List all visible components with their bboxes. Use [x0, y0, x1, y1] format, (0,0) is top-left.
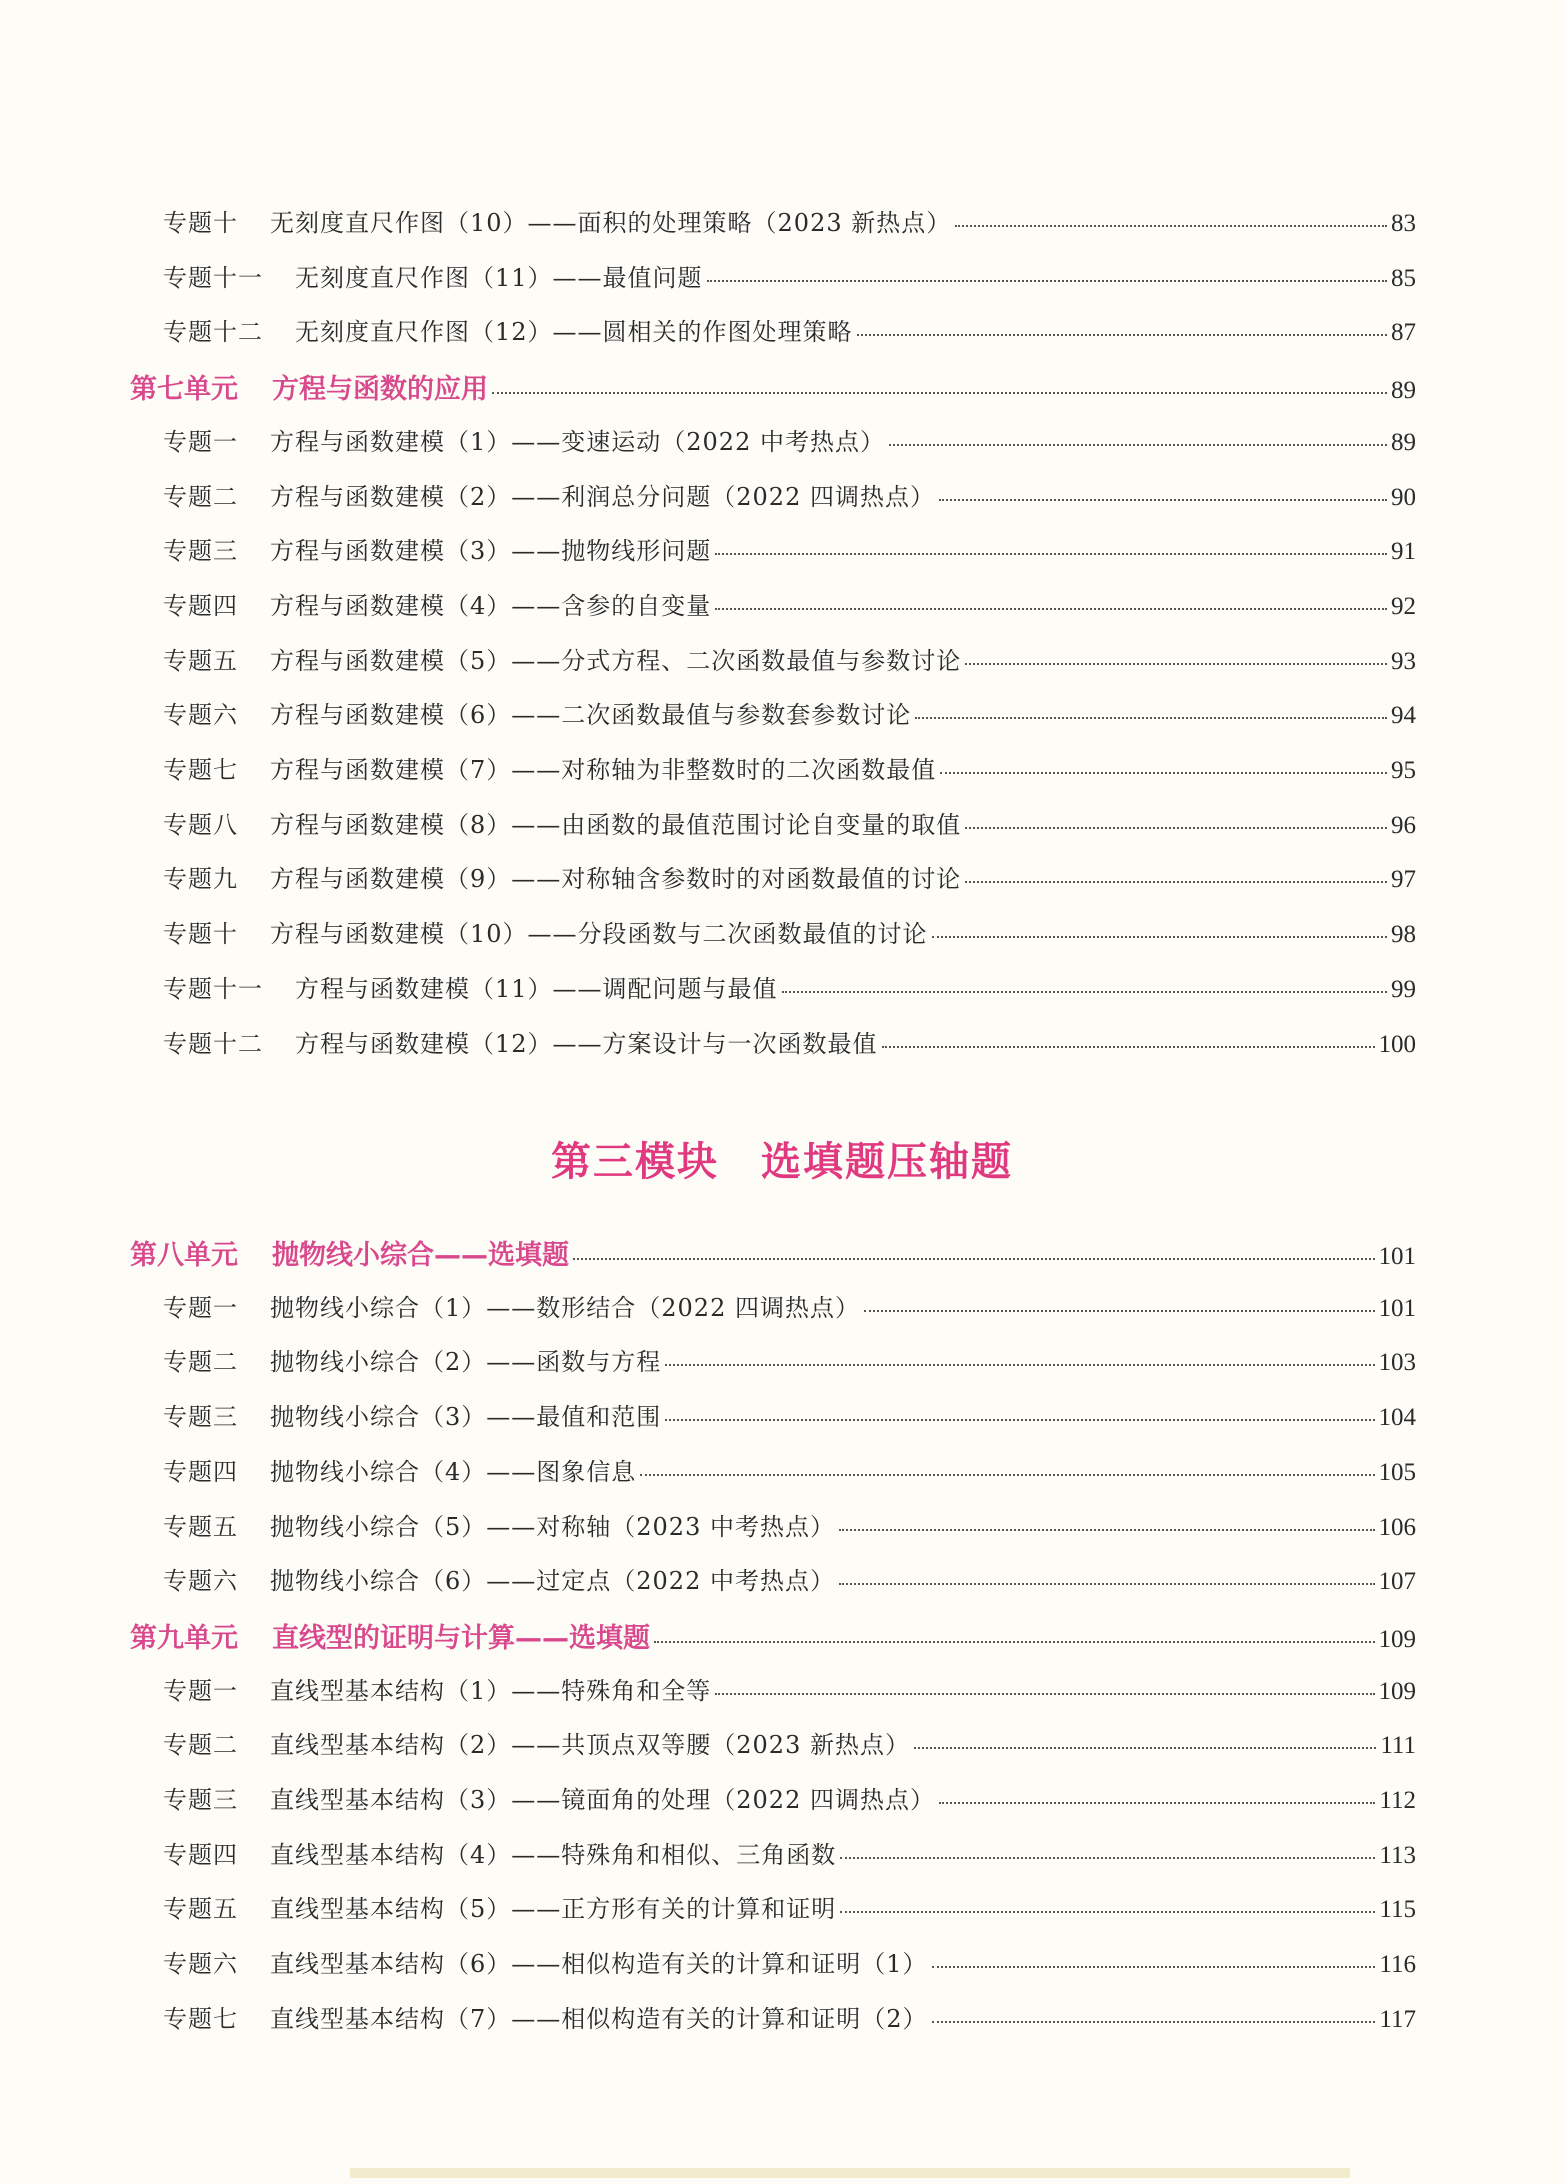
- unit-number: 第八单元: [130, 1240, 238, 1271]
- topic-title: 抛物线小综合（2）——函数与方程: [270, 1348, 662, 1376]
- dot-leader: [965, 880, 1387, 883]
- topic-number: 专题一: [163, 428, 238, 456]
- page-number: 101: [1378, 1295, 1416, 1322]
- toc-entry-row[interactable]: [163, 1342, 1416, 1382]
- toc-entry-row[interactable]: [163, 422, 1416, 462]
- dot-leader: [955, 224, 1387, 227]
- topic-number: 专题十一: [163, 975, 263, 1003]
- toc-entry-row[interactable]: [163, 1725, 1416, 1765]
- toc-entry-row[interactable]: [163, 750, 1416, 790]
- page-number: 83: [1391, 210, 1416, 237]
- dot-leader: [715, 552, 1387, 555]
- dot-leader: [915, 716, 1387, 719]
- topic-number: 专题一: [163, 1294, 238, 1322]
- page-number: 109: [1378, 1678, 1416, 1705]
- page-number: 89: [1391, 377, 1416, 404]
- page-number: 97: [1391, 866, 1416, 893]
- dot-leader: [864, 1309, 1375, 1312]
- topic-number: 专题六: [163, 1950, 238, 1978]
- dot-leader: [939, 498, 1387, 501]
- unit-title: 直线型的证明与计算——选填题: [272, 1623, 650, 1654]
- topic-title: 直线型基本结构（3）——镜面角的处理（2022 四调热点）: [270, 1786, 935, 1814]
- page-number: 87: [1391, 319, 1416, 346]
- dot-leader: [840, 1856, 1375, 1859]
- topic-number: 专题六: [163, 701, 238, 729]
- page-number: 106: [1378, 1514, 1416, 1541]
- unit-title: 方程与函数的应用: [272, 374, 488, 405]
- dot-leader: [932, 2020, 1376, 2023]
- topic-number: 专题四: [163, 1841, 238, 1869]
- page-number: 93: [1391, 648, 1416, 675]
- toc-entry-row[interactable]: [163, 477, 1416, 517]
- topic-number: 专题十二: [163, 318, 263, 346]
- topic-number: 专题五: [163, 1513, 238, 1541]
- unit-number: 第七单元: [130, 374, 238, 405]
- toc-entry-row[interactable]: [163, 312, 1416, 352]
- page-number: 94: [1391, 702, 1416, 729]
- toc-unit-row[interactable]: [130, 367, 1416, 407]
- topic-title: 无刻度直尺作图（11）——最值问题: [295, 264, 703, 292]
- topic-number: 专题五: [163, 647, 238, 675]
- topic-number: 专题三: [163, 537, 238, 565]
- page-number: 117: [1379, 2006, 1416, 2033]
- dot-leader: [889, 443, 1387, 446]
- topic-number: 专题十一: [163, 264, 263, 292]
- dot-leader: [492, 391, 1387, 394]
- page-number: 99: [1391, 976, 1416, 1003]
- page-number: 95: [1391, 757, 1416, 784]
- topic-number: 专题九: [163, 865, 238, 893]
- topic-number: 专题七: [163, 2005, 238, 2033]
- page-number: 100: [1378, 1031, 1416, 1058]
- toc-entry-row[interactable]: [163, 1507, 1416, 1547]
- page-number: 96: [1391, 812, 1416, 839]
- dot-leader: [965, 662, 1387, 665]
- topic-number: 专题三: [163, 1403, 238, 1431]
- topic-number: 专题十二: [163, 1030, 263, 1058]
- topic-title: 无刻度直尺作图（10）——面积的处理策略（2023 新热点）: [270, 209, 952, 237]
- topic-title: 方程与函数建模（7）——对称轴为非整数时的二次函数最值: [270, 756, 937, 784]
- page-number: 101: [1378, 1243, 1416, 1270]
- page-number: 105: [1378, 1459, 1416, 1486]
- toc-entry-row[interactable]: [163, 258, 1416, 298]
- page-number: 91: [1391, 538, 1416, 565]
- toc-entry-row[interactable]: [163, 1671, 1416, 1711]
- bottom-edge-strip: [350, 2168, 1350, 2178]
- dot-leader: [573, 1257, 1375, 1260]
- dot-leader: [839, 1582, 1375, 1585]
- page-number: 116: [1379, 1951, 1416, 1978]
- page-number: 92: [1391, 593, 1416, 620]
- dot-leader: [640, 1473, 1374, 1476]
- page-number: 109: [1378, 1626, 1416, 1653]
- dot-leader: [839, 1528, 1375, 1531]
- toc-entry-row[interactable]: [163, 805, 1416, 845]
- dot-leader: [715, 607, 1387, 610]
- topic-number: 专题二: [163, 1731, 238, 1759]
- topic-title: 抛物线小综合（4）——图象信息: [270, 1458, 637, 1486]
- topic-title: 方程与函数建模（10）——分段函数与二次函数最值的讨论: [270, 920, 928, 948]
- dot-leader: [665, 1363, 1374, 1366]
- topic-title: 直线型基本结构（1）——特殊角和全等: [270, 1677, 712, 1705]
- dot-leader: [932, 1965, 1376, 1968]
- topic-title: 方程与函数建模（1）——变速运动（2022 中考热点）: [270, 428, 885, 456]
- dot-leader: [882, 1045, 1375, 1048]
- topic-title: 抛物线小综合（5）——对称轴（2023 中考热点）: [270, 1513, 835, 1541]
- topic-title: 直线型基本结构（2）——共顶点双等腰（2023 新热点）: [270, 1731, 910, 1759]
- topic-title: 方程与函数建模（11）——调配问题与最值: [295, 975, 778, 1003]
- toc-entry-row[interactable]: [163, 586, 1416, 626]
- dot-leader: [940, 771, 1387, 774]
- toc-entry-row[interactable]: [163, 1780, 1416, 1820]
- toc-entry-row[interactable]: [163, 1452, 1416, 1492]
- unit-number: 第九单元: [130, 1623, 238, 1654]
- toc-entry-row[interactable]: [163, 203, 1416, 243]
- toc-entry-row[interactable]: [163, 1999, 1416, 2039]
- topic-number: 专题四: [163, 592, 238, 620]
- toc-entry-row[interactable]: [163, 1561, 1416, 1601]
- dot-leader: [939, 1801, 1375, 1804]
- topic-number: 专题八: [163, 811, 238, 839]
- dot-leader: [715, 1692, 1374, 1695]
- dot-leader: [707, 279, 1387, 282]
- topic-title: 方程与函数建模（3）——抛物线形问题: [270, 537, 712, 565]
- toc-entry-row[interactable]: [163, 695, 1416, 735]
- dot-leader: [965, 826, 1387, 829]
- page-number: 103: [1378, 1349, 1416, 1376]
- toc-entry-row[interactable]: [163, 1835, 1416, 1875]
- dot-leader: [654, 1640, 1375, 1643]
- toc-entry-row[interactable]: [163, 969, 1416, 1009]
- unit-title: 抛物线小综合——选填题: [272, 1240, 569, 1271]
- topic-number: 专题二: [163, 1348, 238, 1376]
- topic-title: 抛物线小综合（6）——过定点（2022 中考热点）: [270, 1567, 835, 1595]
- topic-title: 无刻度直尺作图（12）——圆相关的作图处理策略: [295, 318, 853, 346]
- page-number: 89: [1391, 429, 1416, 456]
- page-number: 98: [1391, 921, 1416, 948]
- dot-leader: [932, 935, 1387, 938]
- topic-number: 专题十: [163, 920, 238, 948]
- toc-entry-row[interactable]: [163, 1288, 1416, 1328]
- page-number: 113: [1379, 1842, 1416, 1869]
- topic-number: 专题五: [163, 1895, 238, 1923]
- dot-leader: [914, 1746, 1376, 1749]
- dot-leader: [665, 1418, 1374, 1421]
- toc-entry-row[interactable]: [163, 1397, 1416, 1437]
- topic-title: 方程与函数建模（2）——利润总分问题（2022 四调热点）: [270, 483, 935, 511]
- toc-unit-row[interactable]: [130, 1233, 1416, 1273]
- toc-entry-row[interactable]: [163, 914, 1416, 954]
- page-number: 85: [1391, 265, 1416, 292]
- topic-number: 专题六: [163, 1567, 238, 1595]
- module-heading: 第三模块 选填题压轴题: [551, 1138, 1013, 1185]
- topic-number: 专题一: [163, 1677, 238, 1705]
- topic-title: 抛物线小综合（3）——最值和范围: [270, 1403, 662, 1431]
- topic-title: 直线型基本结构（5）——正方形有关的计算和证明: [270, 1895, 837, 1923]
- toc-entry-row[interactable]: [163, 641, 1416, 681]
- page-number: 115: [1379, 1896, 1416, 1923]
- topic-title: 方程与函数建模（6）——二次函数最值与参数套参数讨论: [270, 701, 912, 729]
- toc-unit-row[interactable]: [130, 1616, 1416, 1656]
- topic-title: 方程与函数建模（8）——由函数的最值范围讨论自变量的取值: [270, 811, 962, 839]
- topic-title: 方程与函数建模（4）——含参的自变量: [270, 592, 712, 620]
- topic-title: 抛物线小综合（1）——数形结合（2022 四调热点）: [270, 1294, 860, 1322]
- page-number: 111: [1380, 1732, 1416, 1759]
- dot-leader: [857, 333, 1387, 336]
- topic-number: 专题四: [163, 1458, 238, 1486]
- topic-number: 专题二: [163, 483, 238, 511]
- toc-entry-row[interactable]: [163, 1889, 1416, 1929]
- topic-title: 方程与函数建模（12）——方案设计与一次函数最值: [295, 1030, 878, 1058]
- page-number: 104: [1378, 1404, 1416, 1431]
- toc-entry-row[interactable]: [163, 859, 1416, 899]
- dot-leader: [782, 990, 1387, 993]
- topic-number: 专题三: [163, 1786, 238, 1814]
- topic-number: 专题七: [163, 756, 238, 784]
- topic-title: 直线型基本结构（7）——相似构造有关的计算和证明（2）: [270, 2005, 928, 2033]
- page-number: 107: [1378, 1568, 1416, 1595]
- topic-title: 方程与函数建模（9）——对称轴含参数时的对函数最值的讨论: [270, 865, 962, 893]
- page-number: 112: [1379, 1787, 1416, 1814]
- topic-title: 直线型基本结构（6）——相似构造有关的计算和证明（1）: [270, 1950, 928, 1978]
- toc-entry-row[interactable]: [163, 531, 1416, 571]
- topic-title: 方程与函数建模（5）——分式方程、二次函数最值与参数讨论: [270, 647, 962, 675]
- topic-number: 专题十: [163, 209, 238, 237]
- topic-title: 直线型基本结构（4）——特殊角和相似、三角函数: [270, 1841, 837, 1869]
- dot-leader: [840, 1910, 1375, 1913]
- toc-entry-row[interactable]: [163, 1944, 1416, 1984]
- toc-entry-row[interactable]: [163, 1024, 1416, 1064]
- page-number: 90: [1391, 484, 1416, 511]
